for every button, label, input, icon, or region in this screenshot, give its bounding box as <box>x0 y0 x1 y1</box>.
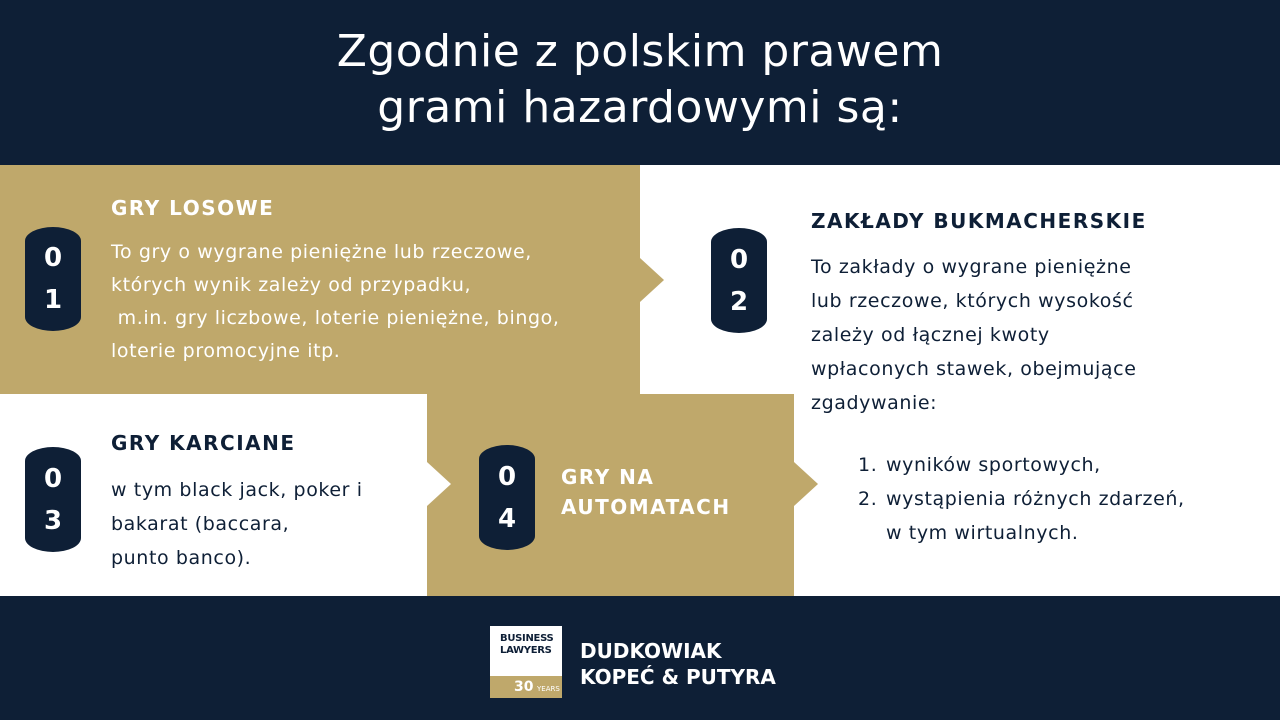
heading-line: AUTOMATACH <box>561 495 731 519</box>
number-badge-01 <box>25 227 81 331</box>
list-item <box>858 448 1268 482</box>
logo-line: BUSINESS <box>500 633 554 644</box>
badge-digit: 0 <box>729 244 749 275</box>
heading-gry-na-automatach <box>561 462 781 522</box>
arrow-right-icon <box>427 462 451 506</box>
numbered-list <box>858 448 1268 550</box>
heading-zaklady-bukmacherskie: ZAKŁADY BUKMACHERSKIE <box>811 209 1147 233</box>
text-line: wpłaconych stawek, obejmujące <box>811 358 1137 380</box>
arrow-right-icon <box>640 258 664 302</box>
text-gry-karciane <box>111 473 426 575</box>
list-number: 2. <box>858 488 878 510</box>
logo-text <box>500 633 553 657</box>
text-line: To zakłady o wygrane pieniężne <box>811 256 1132 278</box>
list-item <box>858 482 1268 550</box>
text-line: w tym black jack, poker i <box>111 479 363 501</box>
list-text-line: w tym wirtualnych. <box>886 522 1079 544</box>
logo-years-label: YEARS <box>537 685 560 693</box>
badge-digit: 4 <box>497 503 517 534</box>
logo-line: LAWYERS <box>500 645 552 656</box>
text-line: m.in. gry liczbowe, loterie pieniężne, bingo, <box>111 307 560 329</box>
text-line: bakarat (baccara, <box>111 513 290 535</box>
title-line-1: Zgodnie z polskim prawem <box>336 26 944 77</box>
title-line-2: grami hazardowymi są: <box>377 82 903 133</box>
heading-gry-losowe: GRY LOSOWE <box>111 196 275 220</box>
text-line: To gry o wygrane pieniężne lub rzeczowe, <box>111 241 532 263</box>
number-badge-02 <box>711 228 767 333</box>
text-zaklady-bukmacherskie <box>811 250 1261 420</box>
text-line: zgadywanie: <box>811 392 938 414</box>
list-number: 1. <box>858 454 878 476</box>
badge-digit: 0 <box>43 463 63 494</box>
brand-line: DUDKOWIAK <box>580 639 722 663</box>
badge-digit: 3 <box>43 505 63 536</box>
list-text-line: wystąpienia różnych zdarzeń, <box>886 488 1185 510</box>
text-line: punto banco). <box>111 547 252 569</box>
text-line: których wynik zależy od przypadku, <box>111 274 472 296</box>
text-line: lub rzeczowe, których wysokość <box>811 290 1134 312</box>
brand-name <box>580 638 776 690</box>
list-text: wyników sportowych, <box>886 454 1101 476</box>
heading-line: GRY NA <box>561 465 655 489</box>
brand-line: KOPEĆ & PUTYRA <box>580 665 776 689</box>
badge-digit: 1 <box>43 285 63 315</box>
badge-digit: 2 <box>729 286 749 317</box>
list-text <box>886 482 1268 550</box>
number-badge-04 <box>479 445 535 550</box>
text-line: loterie promocyjne itp. <box>111 340 341 362</box>
page-title <box>0 24 1280 136</box>
text-line: zależy od łącznej kwoty <box>811 324 1050 346</box>
logo-years-number: 30 <box>514 679 534 695</box>
badge-digit: 0 <box>43 243 63 273</box>
text-gry-losowe <box>111 236 631 368</box>
badge-digit: 0 <box>497 461 517 492</box>
heading-gry-karciane: GRY KARCIANE <box>111 431 296 455</box>
arrow-right-icon <box>794 462 818 506</box>
number-badge-03 <box>25 447 81 552</box>
